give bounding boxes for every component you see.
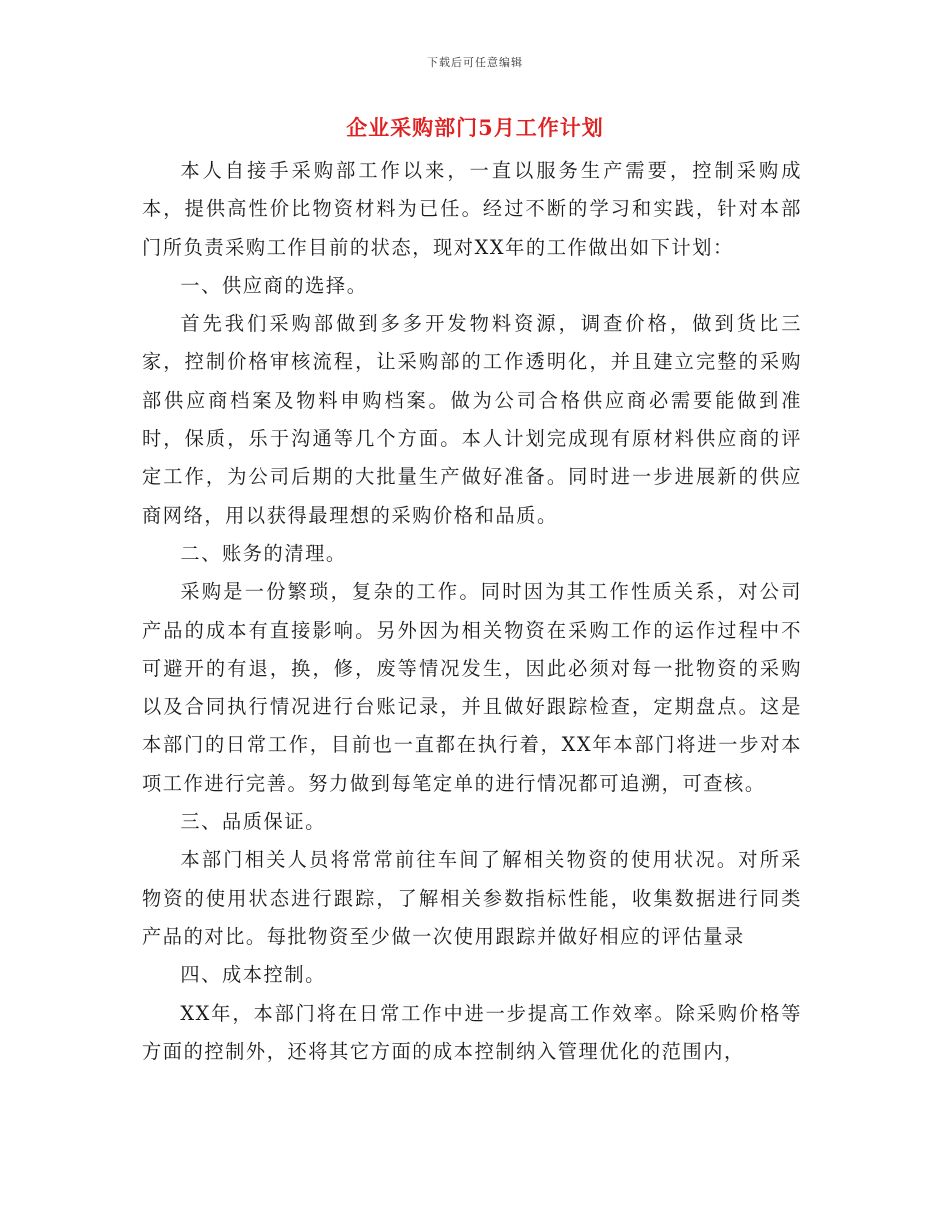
- header-note: 下载后可任意编辑: [427, 56, 523, 69]
- section-heading-quality-assurance: 三、品质保证。: [180, 810, 326, 834]
- quality-assurance-paragraph: 本部门相关人员将常常前往车间了解相关物资的使用状况。对所采物资的使用状态进行跟踪，了解相关参数指标性能，收集数据进行同类产品的对比。每批物资至少做一次使用跟踪并做好相应的评估量录: [142, 848, 802, 948]
- section-heading-cost-control: 四、成本控制。: [180, 963, 326, 987]
- document-title: 企业采购部门5月工作计划: [346, 115, 604, 140]
- accounts-cleanup-paragraph: 采购是一份繁琐，复杂的工作。同时因为其工作性质关系，对公司产品的成本有直接影响。另外因为相关物资在采购工作的运作过程中不可避开的有退，换，修，废等情况发生，因此必须对每一批物资的采购以及合同执行情况进行台账记录，并且做好跟踪检查，定期盘点。这是本部门的日常工作，目前也一直都在执行着，XX年本部门将进一步对本项工作进行完善。努力做到每笔定单的进行情况都可追溯，可查核。: [142, 580, 802, 795]
- section-heading-accounts-cleanup: 二、账务的清理。: [180, 541, 347, 565]
- cost-control-paragraph: XX年，本部门将在日常工作中进一步提高工作效率。除采购价格等方面的控制外，还将其它方面的成本控制纳入管理优化的范围内，: [142, 1001, 802, 1063]
- document-body: [142, 152, 802, 1071]
- supplier-selection-paragraph: 首先我们采购部做到多多开发物料资源，调查价格，做到货比三家，控制价格审核流程，让采购部的工作透明化，并且建立完整的采购部供应商档案及物料申购档案。做为公司合格供应商必需要能做到准时，保质，乐于沟通等几个方面。本人计划完成现有原材料供应商的评定工作，为公司后期的大批量生产做好准备。同时进一步进展新的供应商网络，用以获得最理想的采购价格和品质。: [142, 312, 802, 527]
- section-heading-supplier-selection: 一、供应商的选择。: [180, 273, 368, 297]
- intro-paragraph: 本人自接手采购部工作以来，一直以服务生产需要，控制采购成本，提供高性价比物资材料为已任。经过不断的学习和实践，针对本部门所负责采购工作目前的状态，现对XX年的工作做出如下计划：: [142, 159, 802, 259]
